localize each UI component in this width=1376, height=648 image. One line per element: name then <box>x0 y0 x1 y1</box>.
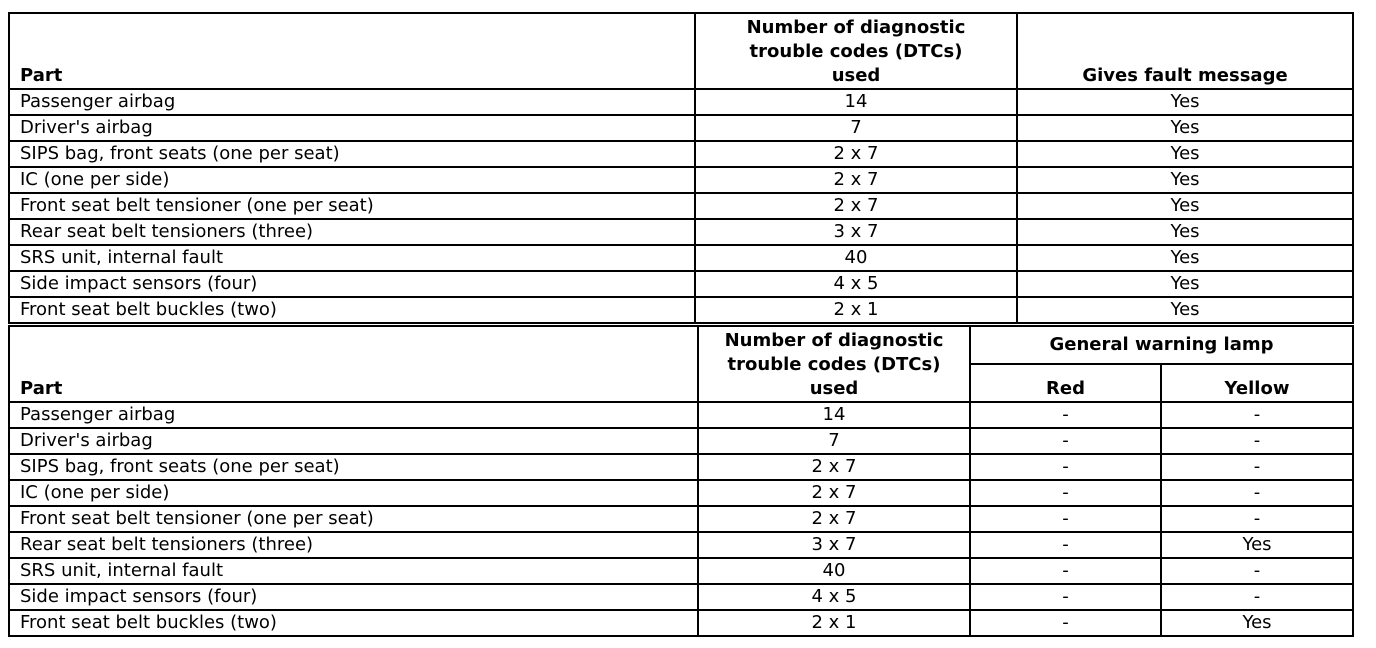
fault-cell: Yes <box>1017 245 1353 271</box>
table1-header-dtcs-line1: Number of diagnostic <box>746 17 966 38</box>
red-lamp-cell: - <box>970 558 1161 584</box>
part-cell: Front seat belt buckles (two) <box>9 297 695 323</box>
table1-header-row <box>9 13 1353 89</box>
part-cell: SIPS bag, front seats (one per seat) <box>9 141 695 167</box>
fault-cell: Yes <box>1017 193 1353 219</box>
fault-cell: Yes <box>1017 297 1353 323</box>
fault-cell: Yes <box>1017 219 1353 245</box>
part-cell: SRS unit, internal fault <box>9 245 695 271</box>
yellow-lamp-cell: Yes <box>1161 610 1353 636</box>
red-lamp-cell: - <box>970 506 1161 532</box>
yellow-lamp-cell: - <box>1161 506 1353 532</box>
red-lamp-cell: - <box>970 402 1161 428</box>
yellow-lamp-cell: - <box>1161 454 1353 480</box>
yellow-lamp-cell: - <box>1161 402 1353 428</box>
table-row <box>9 193 1353 219</box>
fault-cell: Yes <box>1017 141 1353 167</box>
table2-header-dtcs-line2: trouble codes (DTCs) <box>727 354 941 375</box>
red-lamp-cell: - <box>970 532 1161 558</box>
part-cell: IC (one per side) <box>9 480 698 506</box>
dtcs-cell: 2 x 7 <box>695 141 1017 167</box>
table-row <box>9 297 1353 323</box>
yellow-lamp-cell: - <box>1161 428 1353 454</box>
part-cell: SRS unit, internal fault <box>9 558 698 584</box>
table2-header-dtcs-line3: used <box>809 378 859 399</box>
table1-header-dtcs <box>695 13 1017 89</box>
table-row <box>9 558 1353 584</box>
fault-cell: Yes <box>1017 89 1353 115</box>
table2-header-row <box>9 326 1353 364</box>
table-row <box>9 245 1353 271</box>
part-cell: Driver's airbag <box>9 428 698 454</box>
dtcs-cell: 2 x 7 <box>695 193 1017 219</box>
yellow-lamp-cell: - <box>1161 584 1353 610</box>
red-lamp-cell: - <box>970 428 1161 454</box>
table2-header-dtcs <box>698 326 970 402</box>
table-row <box>9 454 1353 480</box>
dtcs-cell: 2 x 7 <box>698 454 970 480</box>
dtcs-cell: 2 x 1 <box>698 610 970 636</box>
table-row <box>9 271 1353 297</box>
table-row <box>9 506 1353 532</box>
table-row <box>9 402 1353 428</box>
table-row <box>9 532 1353 558</box>
part-cell: Side impact sensors (four) <box>9 271 695 297</box>
dtcs-cell: 4 x 5 <box>695 271 1017 297</box>
red-lamp-cell: - <box>970 454 1161 480</box>
fault-cell: Yes <box>1017 167 1353 193</box>
table2-header-dtcs-line1: Number of diagnostic <box>724 330 944 351</box>
dtcs-cell: 2 x 7 <box>698 506 970 532</box>
part-cell: Rear seat belt tensioners (three) <box>9 219 695 245</box>
part-cell: Passenger airbag <box>9 89 695 115</box>
yellow-lamp-cell: Yes <box>1161 532 1353 558</box>
table-row <box>9 428 1353 454</box>
table2-header-red: Red <box>970 364 1161 402</box>
dtcs-cell: 4 x 5 <box>698 584 970 610</box>
table-row <box>9 480 1353 506</box>
table2-header-lamp-group: General warning lamp <box>970 326 1353 364</box>
dtcs-cell: 40 <box>698 558 970 584</box>
part-cell: Front seat belt tensioner (one per seat) <box>9 193 695 219</box>
table-row <box>9 89 1353 115</box>
dtcs-cell: 7 <box>698 428 970 454</box>
dtcs-cell: 7 <box>695 115 1017 141</box>
table1-header-fault: Gives fault message <box>1017 13 1353 89</box>
part-cell: Side impact sensors (four) <box>9 584 698 610</box>
red-lamp-cell: - <box>970 584 1161 610</box>
dtcs-cell: 2 x 1 <box>695 297 1017 323</box>
dtcs-cell: 14 <box>695 89 1017 115</box>
yellow-lamp-cell: - <box>1161 480 1353 506</box>
red-lamp-cell: - <box>970 480 1161 506</box>
dtcs-cell: 40 <box>695 245 1017 271</box>
dtcs-cell: 14 <box>698 402 970 428</box>
table-row <box>9 167 1353 193</box>
part-cell: Passenger airbag <box>9 402 698 428</box>
part-cell: SIPS bag, front seats (one per seat) <box>9 454 698 480</box>
dtcs-cell: 2 x 7 <box>695 167 1017 193</box>
table2-header-part: Part <box>9 326 698 402</box>
part-cell: IC (one per side) <box>9 167 695 193</box>
table-row <box>9 219 1353 245</box>
part-cell: Driver's airbag <box>9 115 695 141</box>
dtcs-cell: 3 x 7 <box>698 532 970 558</box>
part-cell: Front seat belt tensioner (one per seat) <box>9 506 698 532</box>
dtcs-cell: 3 x 7 <box>695 219 1017 245</box>
yellow-lamp-cell: - <box>1161 558 1353 584</box>
fault-cell: Yes <box>1017 115 1353 141</box>
table2-header-yellow: Yellow <box>1161 364 1353 402</box>
table-row <box>9 141 1353 167</box>
table-row <box>9 610 1353 636</box>
table-row <box>9 115 1353 141</box>
red-lamp-cell: - <box>970 610 1161 636</box>
table-row <box>9 584 1353 610</box>
part-cell: Rear seat belt tensioners (three) <box>9 532 698 558</box>
part-cell: Front seat belt buckles (two) <box>9 610 698 636</box>
fault-cell: Yes <box>1017 271 1353 297</box>
fault-message-table <box>8 12 1354 324</box>
table1-header-dtcs-line2: trouble codes (DTCs) <box>749 41 963 62</box>
dtcs-cell: 2 x 7 <box>698 480 970 506</box>
warning-lamp-table <box>8 325 1354 637</box>
table1-header-part: Part <box>9 13 695 89</box>
table1-header-dtcs-line3: used <box>831 65 881 86</box>
